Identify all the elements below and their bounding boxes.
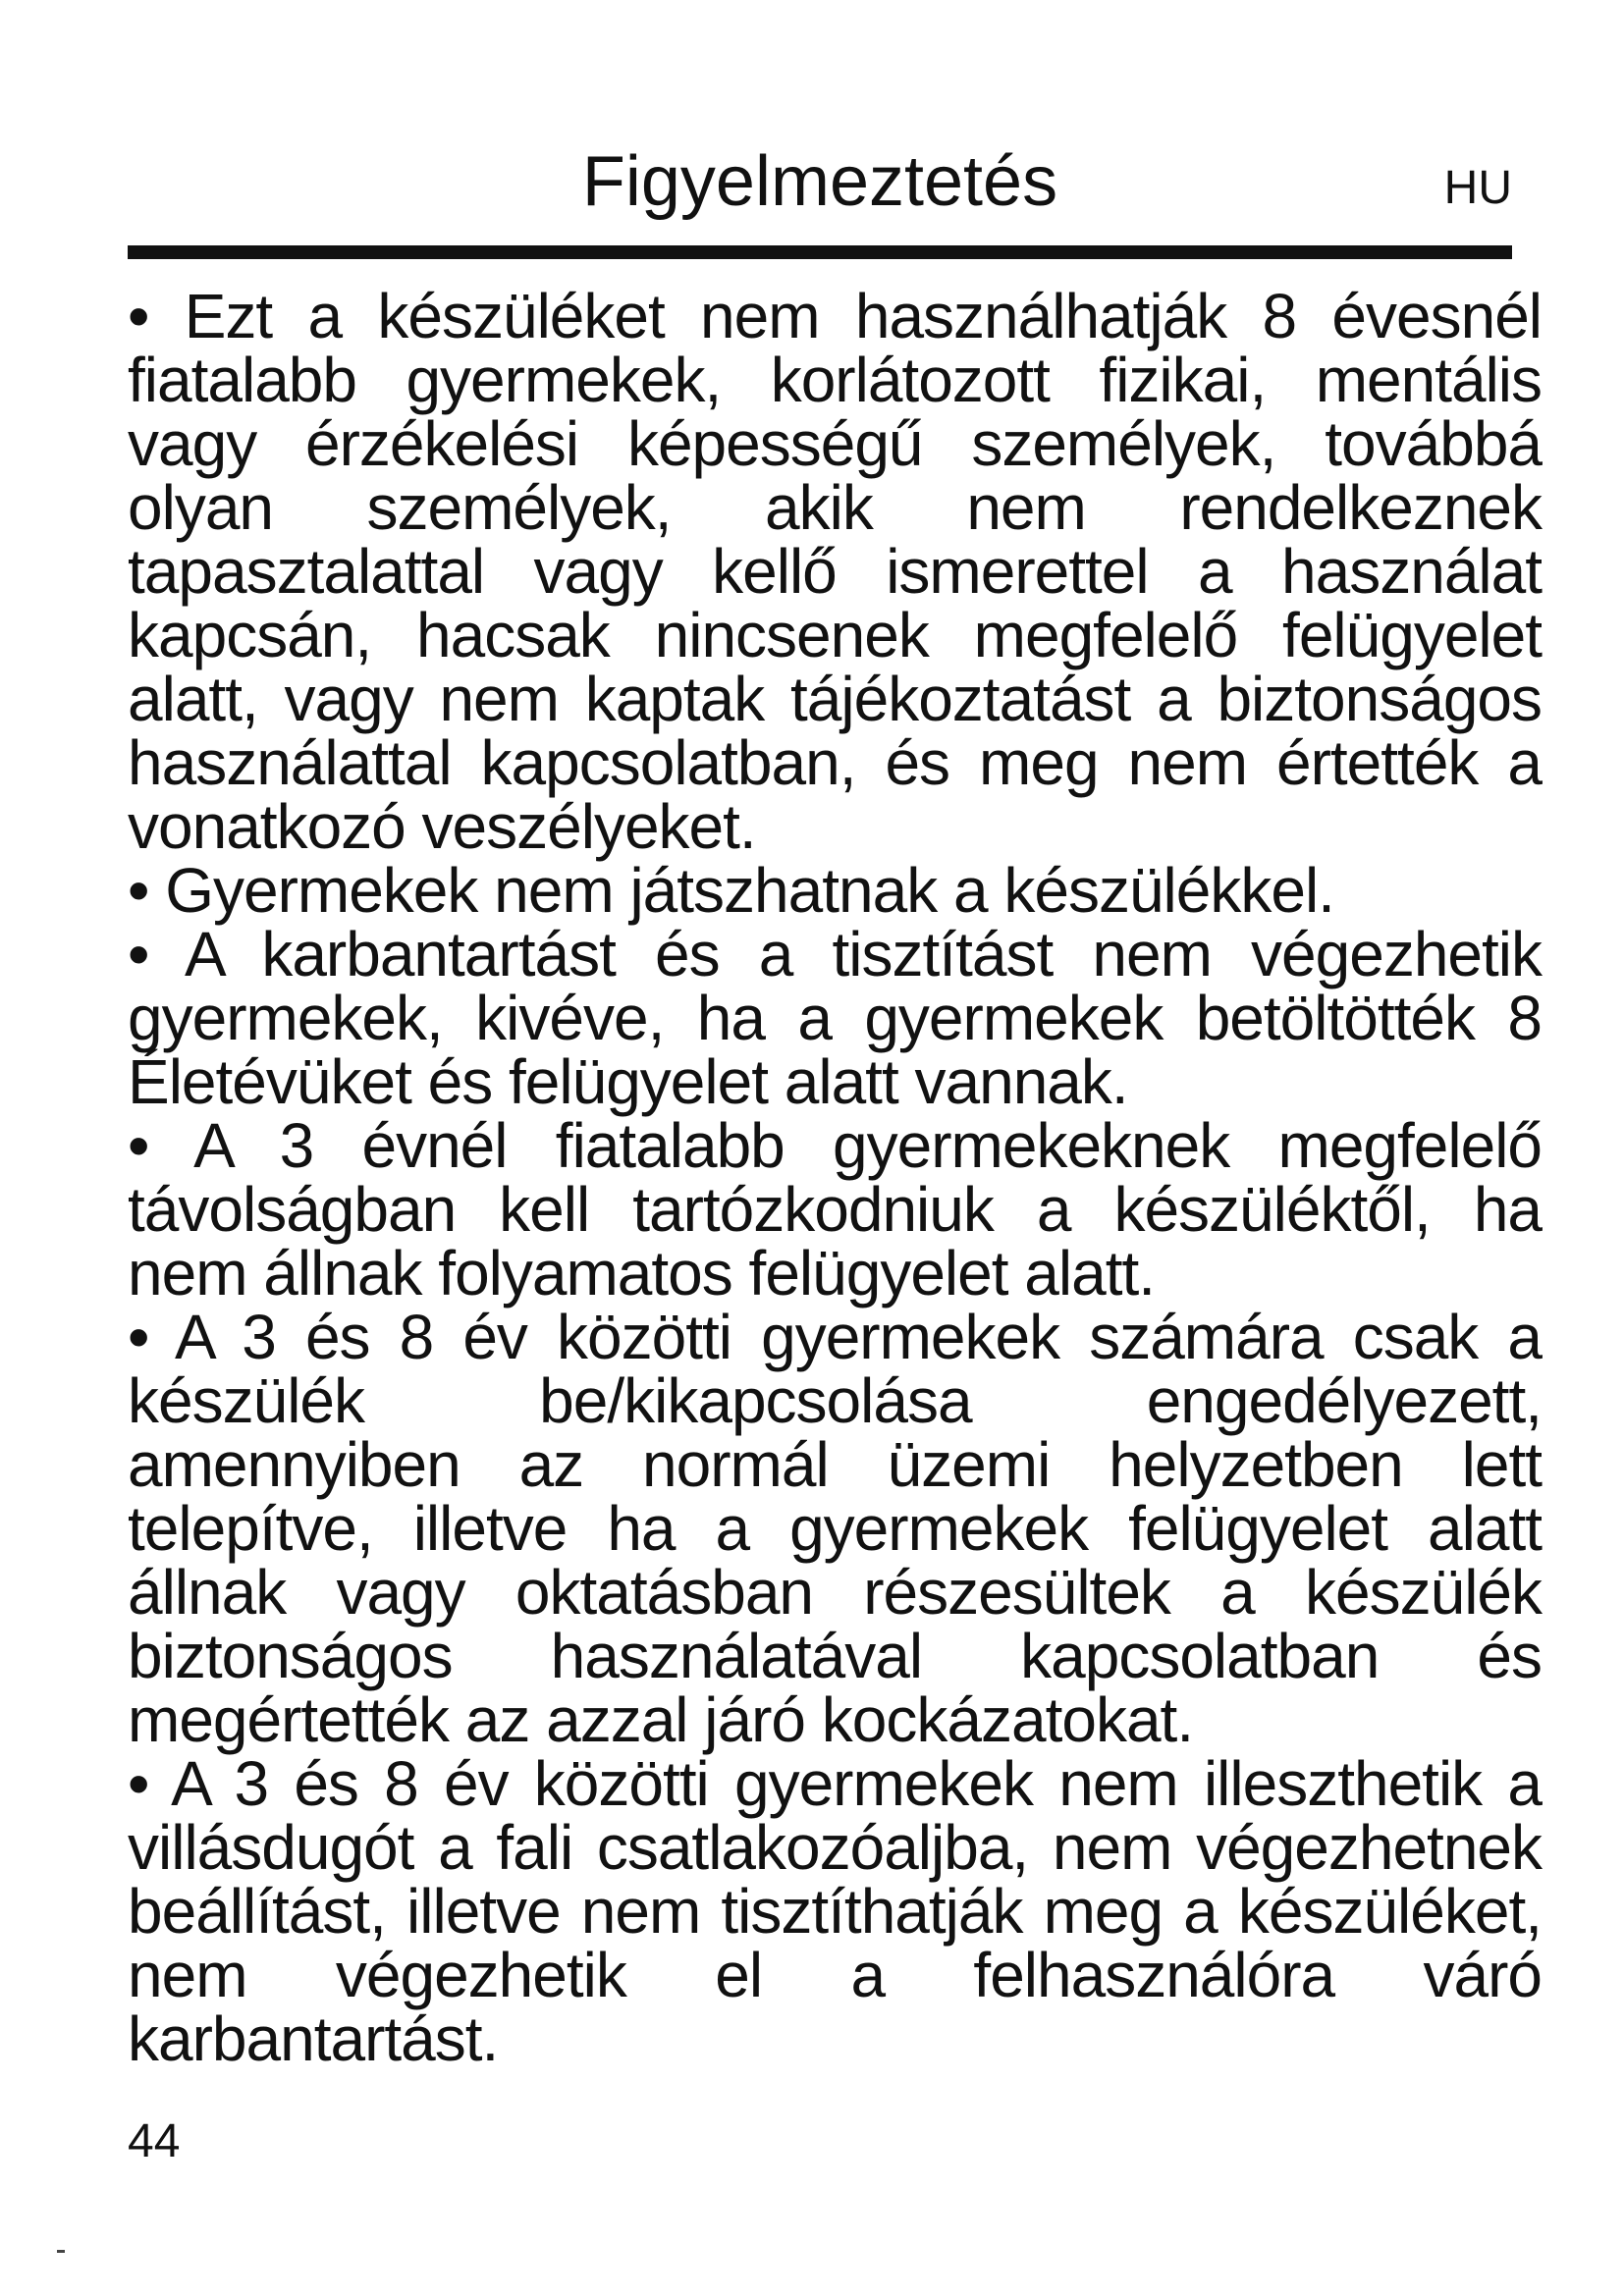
bullet-marker: •: [128, 281, 149, 351]
header-divider: [128, 245, 1512, 259]
warning-item: [128, 855, 1542, 926]
page-title: Figyelmeztetés: [581, 142, 1058, 221]
bullet-marker: •: [128, 1110, 149, 1181]
bullet-marker: •: [128, 1302, 149, 1372]
warning-text: A 3 és 8 év közötti gyermekek nem illeszthetik a villásdugót a fali csatlakozóaljba, nem végezhetnek beállítást, illetve nem tisztíthatják meg a készüléket, nem végezhetik el a felhasználóra váró karbantartást.: [128, 1748, 1543, 2074]
warning-item: [128, 1110, 1543, 1308]
warning-text: Gyermekek nem játszhatnak a készülékkel.: [165, 855, 1334, 926]
bullet-marker: •: [128, 919, 149, 989]
warning-text: A karbantartást és a tisztítást nem végezhetik gyermekek, kivéve, ha a gyermekek betöltötték 8 Életévüket és felügyelet alatt vannak.: [128, 919, 1543, 1117]
page-header: [128, 137, 1512, 245]
warning-text: A 3 és 8 év közötti gyermekek számára csak a készülék be/kikapcsolása engedélyezett, amennyiben az normál üzemi helyzetben lett telepítve, illetve ha a gyermekek felügyelet alatt állnak vagy oktatásban részesültek a készülék biztonságos használatával kapcsolatban és megértették az azzal járó kockázatokat.: [128, 1302, 1543, 1755]
scan-mark: [57, 2250, 65, 2253]
bullet-marker: •: [128, 855, 149, 926]
warning-item: [128, 1748, 1543, 2074]
warning-item: [128, 919, 1543, 1117]
warning-text: Ezt a készüléket nem használhatják 8 évesnél fiatalabb gyermekek, korlátozott fizikai, mentális vagy érzékelési képességű személyek, továbbá olyan személyek, akik nem rendelkeznek tapasztalattal vagy kellő ismerettel a használat kapcsán, hacsak nincsenek megfelelő felügyelet alatt, vagy nem kaptak tájékoztatást a biztonságos használattal kapcsolatban, és meg nem értették a vonatkozó veszélyeket.: [128, 281, 1543, 862]
bullet-marker: •: [128, 1748, 149, 1819]
warning-item: [128, 281, 1543, 862]
warning-text: A 3 évnél fiatalabb gyermekeknek megfelelő távolságban kell tartózkodniuk a készüléktől, ha nem állnak folyamatos felügyelet alatt.: [128, 1110, 1543, 1308]
warning-list: [128, 281, 1543, 2074]
page-number: 44: [128, 2115, 181, 2167]
language-code: HU: [1443, 162, 1512, 214]
warning-item: [128, 1302, 1543, 1755]
